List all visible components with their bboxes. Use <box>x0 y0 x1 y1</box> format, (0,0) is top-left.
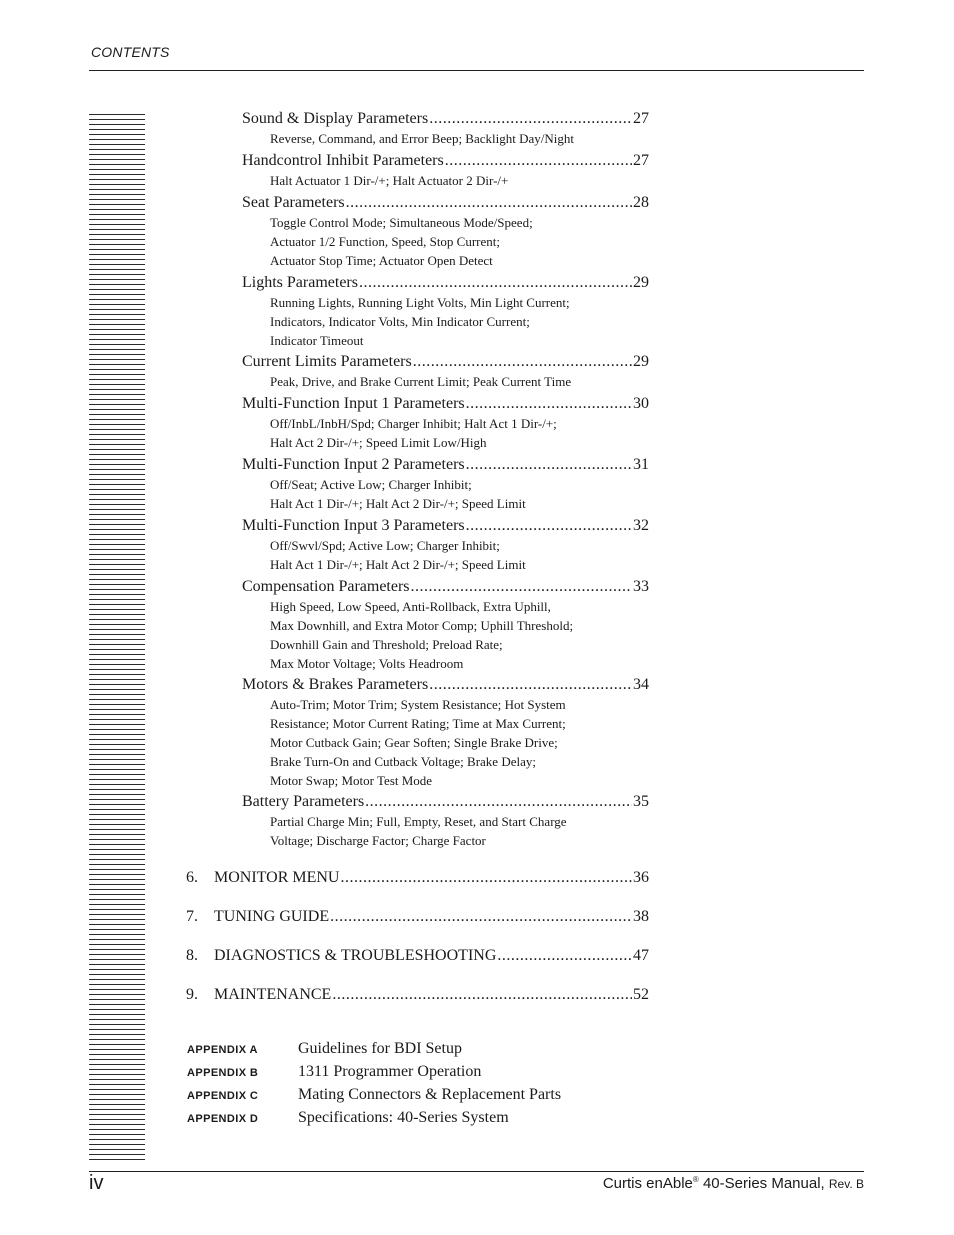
detail-line: Halt Act 1 Dir-/+; Halt Act 2 Dir-/+; Speed Limit <box>270 557 526 572</box>
toc-entry-title: Seat Parameters <box>242 194 345 211</box>
toc-entry-battery[interactable] <box>242 792 649 850</box>
toc-entry-seat[interactable] <box>242 193 649 270</box>
toc-chapter-maintenance[interactable] <box>186 985 649 1005</box>
detail-line: Brake Turn-On and Cutback Voltage; Brake Delay; <box>270 754 536 769</box>
dot-leader <box>429 675 632 695</box>
toc-entry-details <box>270 171 649 190</box>
dot-leader <box>497 946 632 966</box>
detail-line: Running Lights, Running Light Volts, Min Light Current; <box>270 295 570 310</box>
chapter-page: 38 <box>633 908 649 925</box>
appendix-label: APPENDIX A <box>187 1044 258 1056</box>
toc-entry-page: 30 <box>633 395 649 412</box>
decorative-margin-stripes <box>89 114 145 1164</box>
toc-entry-handcontrol-inhibit[interactable] <box>242 151 649 190</box>
toc-entry-title: Multi-Function Input 1 Parameters <box>242 395 465 412</box>
dot-leader <box>466 516 632 536</box>
appendix-label: APPENDIX B <box>187 1067 259 1079</box>
toc-entry-page: 34 <box>633 676 649 693</box>
appendix-title: 1311 Programmer Operation <box>298 1063 482 1080</box>
detail-line: Indicators, Indicator Volts, Min Indicator Current; <box>270 314 530 329</box>
detail-line: Max Motor Voltage; Volts Headroom <box>270 656 464 671</box>
detail-line: Actuator 1/2 Function, Speed, Stop Current; <box>270 234 501 249</box>
toc-entry-details <box>270 129 649 148</box>
toc-appendix-c[interactable] <box>187 1085 687 1105</box>
toc-entry-motors-brakes[interactable] <box>242 675 649 790</box>
detail-line: Motor Cutback Gain; Gear Soften; Single Brake Drive; <box>270 735 558 750</box>
toc-chapter-monitor-menu[interactable] <box>186 868 649 888</box>
toc-entry-title: Compensation Parameters <box>242 578 410 595</box>
toc-entry-details <box>270 293 649 350</box>
detail-line: Reverse, Command, and Error Beep; Backlight Day/Night <box>270 131 574 146</box>
toc-entry-page: 28 <box>633 194 649 211</box>
toc-appendix-a[interactable] <box>187 1039 687 1059</box>
toc-entry-current-limits[interactable] <box>242 352 649 391</box>
detail-line: Halt Actuator 1 Dir-/+; Halt Actuator 2 Dir-/+ <box>270 173 509 188</box>
dot-leader <box>466 455 632 475</box>
revision: Rev. B <box>828 1177 864 1191</box>
dot-leader <box>411 577 632 597</box>
detail-line: Peak, Drive, and Brake Current Limit; Peak Current Time <box>270 374 572 389</box>
toc-entry-title: Handcontrol Inhibit Parameters <box>242 152 444 169</box>
toc-entry-mfi-3[interactable] <box>242 516 649 574</box>
detail-line: Indicator Timeout <box>270 333 364 348</box>
toc-entry-compensation[interactable] <box>242 577 649 673</box>
detail-line: Off/Seat; Active Low; Charger Inhibit; <box>270 477 472 492</box>
toc-entry-details <box>270 213 649 270</box>
detail-line: Halt Act 2 Dir-/+; Speed Limit Low/High <box>270 435 487 450</box>
toc-entry-title: Sound & Display Parameters <box>242 110 429 127</box>
toc-entry-title: Current Limits Parameters <box>242 353 412 370</box>
page-number: iv <box>89 1172 104 1194</box>
appendix-title: Specifications: 40-Series System <box>298 1109 509 1126</box>
toc-appendix-b[interactable] <box>187 1062 687 1082</box>
header-rule <box>89 70 864 71</box>
toc-entry-mfi-2[interactable] <box>242 455 649 513</box>
toc-entry-lights[interactable] <box>242 273 649 350</box>
toc-entry-details <box>270 695 649 790</box>
toc-entry-sound-display[interactable] <box>242 109 649 148</box>
chapter-number: 6. <box>186 869 198 886</box>
toc-entry-title: Multi-Function Input 2 Parameters <box>242 456 465 473</box>
toc-entry-title: Motors & Brakes Parameters <box>242 676 429 693</box>
chapter-page: 36 <box>633 869 649 886</box>
toc-entry-details <box>270 536 649 574</box>
chapter-title: MAINTENANCE <box>214 986 332 1003</box>
toc-entry-title: Battery Parameters <box>242 793 365 810</box>
toc-entry-page: 32 <box>633 517 649 534</box>
detail-line: Actuator Stop Time; Actuator Open Detect <box>270 253 493 268</box>
dot-leader <box>429 109 632 129</box>
toc-entry-title: Lights Parameters <box>242 274 358 291</box>
dot-leader <box>413 352 632 372</box>
manual-title: Curtis enAble <box>602 1175 693 1192</box>
registered-mark: ® <box>692 1175 699 1184</box>
dot-leader <box>365 792 632 812</box>
detail-line: Off/Swvl/Spd; Active Low; Charger Inhibit; <box>270 538 500 553</box>
chapter-title: TUNING GUIDE <box>214 908 330 925</box>
chapter-page: 47 <box>633 947 649 964</box>
toc-entry-page: 27 <box>633 152 649 169</box>
chapter-number: 7. <box>186 908 198 925</box>
dot-leader <box>466 394 632 414</box>
toc-entry-page: 27 <box>633 110 649 127</box>
dot-leader <box>346 193 632 213</box>
toc-chapter-tuning-guide[interactable] <box>186 907 649 927</box>
running-footer <box>603 1175 864 1192</box>
chapter-number: 8. <box>186 947 198 964</box>
detail-line: Off/InbL/InbH/Spd; Charger Inhibit; Halt Act 1 Dir-/+; <box>270 416 557 431</box>
toc-entry-page: 29 <box>633 353 649 370</box>
toc-entry-details <box>270 597 649 673</box>
detail-line: Downhill Gain and Threshold; Preload Rate; <box>270 637 503 652</box>
dot-leader <box>445 151 632 171</box>
appendix-title: Mating Connectors & Replacement Parts <box>298 1086 562 1103</box>
running-header: CONTENTS <box>91 44 170 60</box>
detail-line: Motor Swap; Motor Test Mode <box>270 773 433 788</box>
toc-entry-title: Multi-Function Input 3 Parameters <box>242 517 465 534</box>
detail-line: Toggle Control Mode; Simultaneous Mode/Speed; <box>270 215 533 230</box>
appendix-label: APPENDIX C <box>187 1090 259 1102</box>
toc-appendix-d[interactable] <box>187 1108 687 1128</box>
toc-entry-details <box>270 812 649 850</box>
chapter-page: 52 <box>633 986 649 1003</box>
detail-line: Halt Act 1 Dir-/+; Halt Act 2 Dir-/+; Speed Limit <box>270 496 526 511</box>
toc-chapter-diagnostics[interactable] <box>186 946 649 966</box>
toc-entry-details <box>270 414 649 452</box>
toc-entry-page: 29 <box>633 274 649 291</box>
detail-line: Auto-Trim; Motor Trim; System Resistance; Hot System <box>270 697 566 712</box>
detail-line: High Speed, Low Speed, Anti-Rollback, Extra Uphill, <box>270 599 551 614</box>
toc-entry-mfi-1[interactable] <box>242 394 649 452</box>
toc-entry-page: 35 <box>633 793 649 810</box>
chapter-number: 9. <box>186 986 198 1003</box>
detail-line: Resistance; Motor Current Rating; Time at Max Current; <box>270 716 566 731</box>
manual-series: 40-Series Manual, <box>698 1175 829 1192</box>
toc-entry-page: 31 <box>633 456 649 473</box>
chapter-title: DIAGNOSTICS & TROUBLESHOOTING <box>214 947 497 964</box>
dot-leader <box>359 273 632 293</box>
toc-entry-details <box>270 475 649 513</box>
detail-line: Partial Charge Min; Full, Empty, Reset, and Start Charge <box>270 814 567 829</box>
appendix-title: Guidelines for BDI Setup <box>298 1040 462 1057</box>
detail-line: Max Downhill, and Extra Motor Comp; Uphill Threshold; <box>270 618 574 633</box>
dot-leader <box>332 985 632 1005</box>
footer-rule <box>89 1171 864 1172</box>
toc-entry-details <box>270 372 649 391</box>
dot-leader <box>340 868 632 888</box>
toc-entry-page: 33 <box>633 578 649 595</box>
detail-line: Voltage; Discharge Factor; Charge Factor <box>270 833 486 848</box>
dot-leader <box>330 907 632 927</box>
chapter-title: MONITOR MENU <box>214 869 340 886</box>
appendix-label: APPENDIX D <box>187 1113 259 1125</box>
